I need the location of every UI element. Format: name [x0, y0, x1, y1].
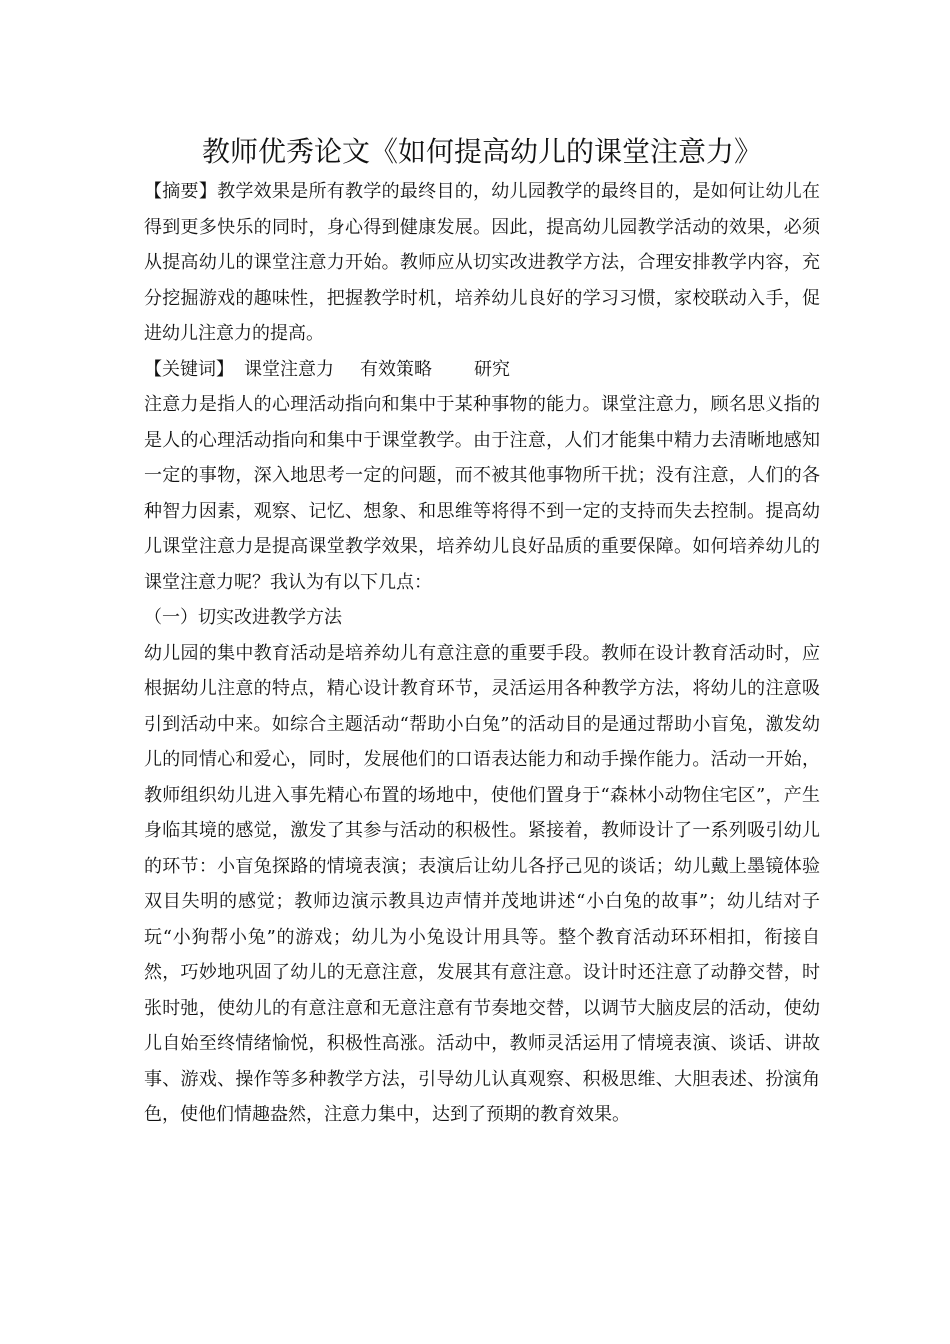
section-heading: （一）切实改进教学方法: [144, 607, 342, 628]
keyword-item: 课堂注意力: [244, 358, 334, 380]
section-body-paragraph: 幼儿园的集中教育活动是培养幼儿有意注意的重要手段。教师在设计教育活动时，应根据幼儿注意的特点，精心设计教育环节，灵活运用各种教学方法，将幼儿的注意吸引到活动中来。如综合主题活动“帮助小白兔”的活动目的是通过帮助小盲兔，激发幼儿的同情心和爱心，同时，发展他们的口语表达能力和动手操作能力。活动一开始，教师组织幼儿进入事先精心布置的场地中，使他们置身于“森林小动物住宅区”，产生身临其境的感觉，激发了其参与活动的积极性。紧接着，教师设计了一系列吸引幼儿的环节：小盲兔探路的情境表演；表演后让幼儿各抒己见的谈话；幼儿戴上墨镜体验双目失明的感觉；教师边演示教具边声情并茂地讲述“小白兔的故事”；幼儿结对子玩“小狗帮小兔”的游戏；幼儿为小兔设计用具等。整个教育活动环环相扣，衔接自然，巧妙地巩固了幼儿的无意注意，发展其有意注意。设计时还注意了动静交替，时张时弛，使幼儿的有意注意和无意注意有节奏地交替，以调节大脑皮层的活动，使幼儿自始至终情绪愉悦，积极性高涨。活动中，教师灵活运用了情境表演、谈话、讲故事、游戏、操作等多种教学方法，引导幼儿认真观察、积极思维、大胆表述、扮演角色，使他们情趣盎然，注意力集中，达到了预期的教育效果。: [144, 642, 820, 1125]
intro-paragraph: 注意力是指人的心理活动指向和集中于某种事物的能力。课堂注意力，顾名思义指的是人的心理活动指向和集中于课堂教学。由于注意，人们才能集中精力去清晰地感知一定的事物，深入地思考一定的问题，而不被其他事物所干扰；没有注意，人们的各种智力因素，观察、记忆、想象、和思维等将得不到一定的支持而失去控制。提高幼儿课堂注意力是提高课堂教学效果，培养幼儿良好品质的重要保障。如何培养幼儿的课堂注意力呢？我认为有以下几点：: [144, 394, 820, 593]
document-title: 教师优秀论文《如何提高幼儿的课堂注意力》: [201, 135, 762, 168]
keyword-item: 有效策略: [360, 358, 432, 380]
keywords-label: 【关键词】: [144, 358, 234, 380]
document-body: [144, 130, 820, 1133]
keywords-line: [144, 352, 820, 388]
keyword-item: 研究: [474, 358, 510, 380]
abstract-paragraph: 【摘要】教学效果是所有教学的最终目的，幼儿园教学的最终目的，是如何让幼儿在得到更多快乐的同时，身心得到健康发展。因此，提高幼儿园教学活动的效果，必须从提高幼儿的课堂注意力开始。教师应从切实改进教学方法，合理安排教学内容，充分挖掘游戏的趣味性，把握教学时机，培养幼儿良好的学习习惯，家校联动入手，促进幼儿注意力的提高。: [144, 181, 820, 344]
